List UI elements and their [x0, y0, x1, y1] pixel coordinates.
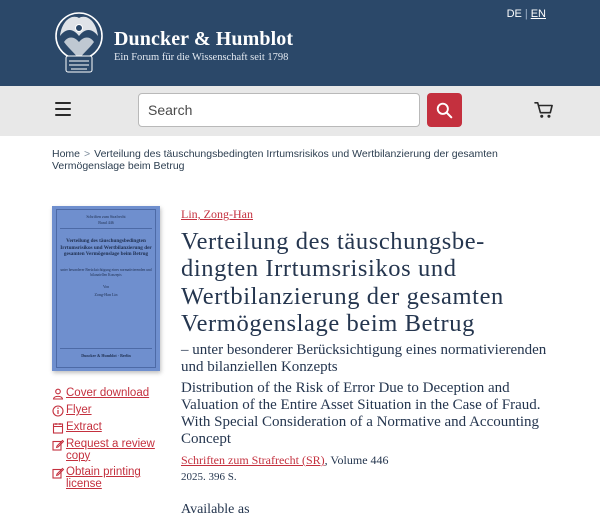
lang-separator: |	[524, 8, 528, 20]
book-actions	[52, 388, 172, 495]
cover-series-volume: Band 446	[98, 220, 114, 225]
extract-link[interactable]	[52, 422, 172, 434]
book-translated-title: Distribution of the Risk of Error Due to Deception and Valuation of the Entire Asset Situation in the Case of Fraud. With Special Consideration of a Normative and Accounting Concept	[181, 380, 541, 447]
cover-author: Zong-Han Lin	[94, 292, 118, 297]
cover-download-link[interactable]	[52, 388, 172, 400]
shopping-cart-icon[interactable]	[534, 101, 554, 119]
hamburger-menu-icon[interactable]	[55, 102, 71, 116]
cover-divider	[60, 228, 152, 229]
breadcrumb-current: Verteilung des täuschungsbedingten Irrtumsrisikos und Wertbilanzierung der gesamten Vermögenslage beim Betrug	[52, 148, 498, 172]
breadcrumb-separator: >	[84, 148, 91, 160]
search-input[interactable]	[138, 93, 420, 127]
printing-license-link[interactable]	[52, 467, 172, 490]
breadcrumb-home-link[interactable]: Home	[52, 148, 81, 160]
brand-name[interactable]: Duncker & Humblot	[114, 28, 294, 50]
publisher-logo-icon[interactable]	[52, 6, 106, 76]
calendar-document-icon	[52, 422, 64, 434]
cover-subtitle: unter besonderer Berücksichtigung eines normativierenden und bilanziellen Konzepts	[60, 268, 152, 277]
series-link[interactable]: Schriften zum Strafrecht (SR)	[181, 453, 325, 467]
edit-square-icon	[52, 439, 64, 451]
flyer-label: Flyer	[66, 404, 92, 416]
cover-bottom-divider	[60, 348, 152, 349]
printing-license-label: Obtain printing license	[66, 466, 141, 490]
brand-tagline: Ein Forum für die Wissenschaft seit 1798	[114, 52, 289, 63]
search-icon	[436, 102, 453, 119]
lang-de-link[interactable]: DE	[506, 8, 522, 20]
person-download-icon	[52, 388, 64, 400]
request-review-copy-label: Request a review copy	[66, 438, 155, 462]
search-button[interactable]	[427, 93, 462, 127]
series-volume: , Volume 446	[324, 453, 389, 467]
flyer-link[interactable]	[52, 405, 172, 417]
cover-publisher: Duncker & Humblot · Berlin	[81, 353, 131, 358]
book-cover-image[interactable]	[52, 206, 160, 371]
cover-title: Verteilung des täuschungsbedingten Irrtumsrisikos und Wertbilanzierung der gesamten Vermögenslage beim Betrug	[60, 238, 152, 257]
series-info	[181, 453, 389, 468]
site-header	[0, 0, 600, 86]
cover-series-name: Schriften zum Strafrecht	[86, 214, 126, 219]
extract-label: Extract	[66, 421, 102, 433]
breadcrumb	[52, 149, 552, 172]
info-circle-icon	[52, 405, 64, 417]
search-bar-row	[0, 86, 600, 136]
cover-download-label: Cover download	[66, 387, 150, 399]
author-link[interactable]: Lin, Zong-Han	[181, 207, 253, 221]
publication-meta: 2025. 396 S.	[181, 471, 237, 483]
cover-from: Von	[102, 285, 110, 289]
request-review-copy-link[interactable]	[52, 439, 172, 462]
book-subtitle: – unter besonderer Berücksichtigung eines normativierenden und bilanziellen Konzepts	[181, 342, 547, 375]
language-switcher	[507, 8, 546, 20]
available-as-heading: Available as	[181, 502, 250, 517]
lang-en-link[interactable]: EN	[530, 8, 546, 20]
edit-square-icon	[52, 467, 64, 479]
book-title: Verteilung des täuschungsbe-dingten Irrtumsrisikos und Wertbilanzierung der gesamten Vermögenslage beim Betrug	[181, 228, 504, 338]
